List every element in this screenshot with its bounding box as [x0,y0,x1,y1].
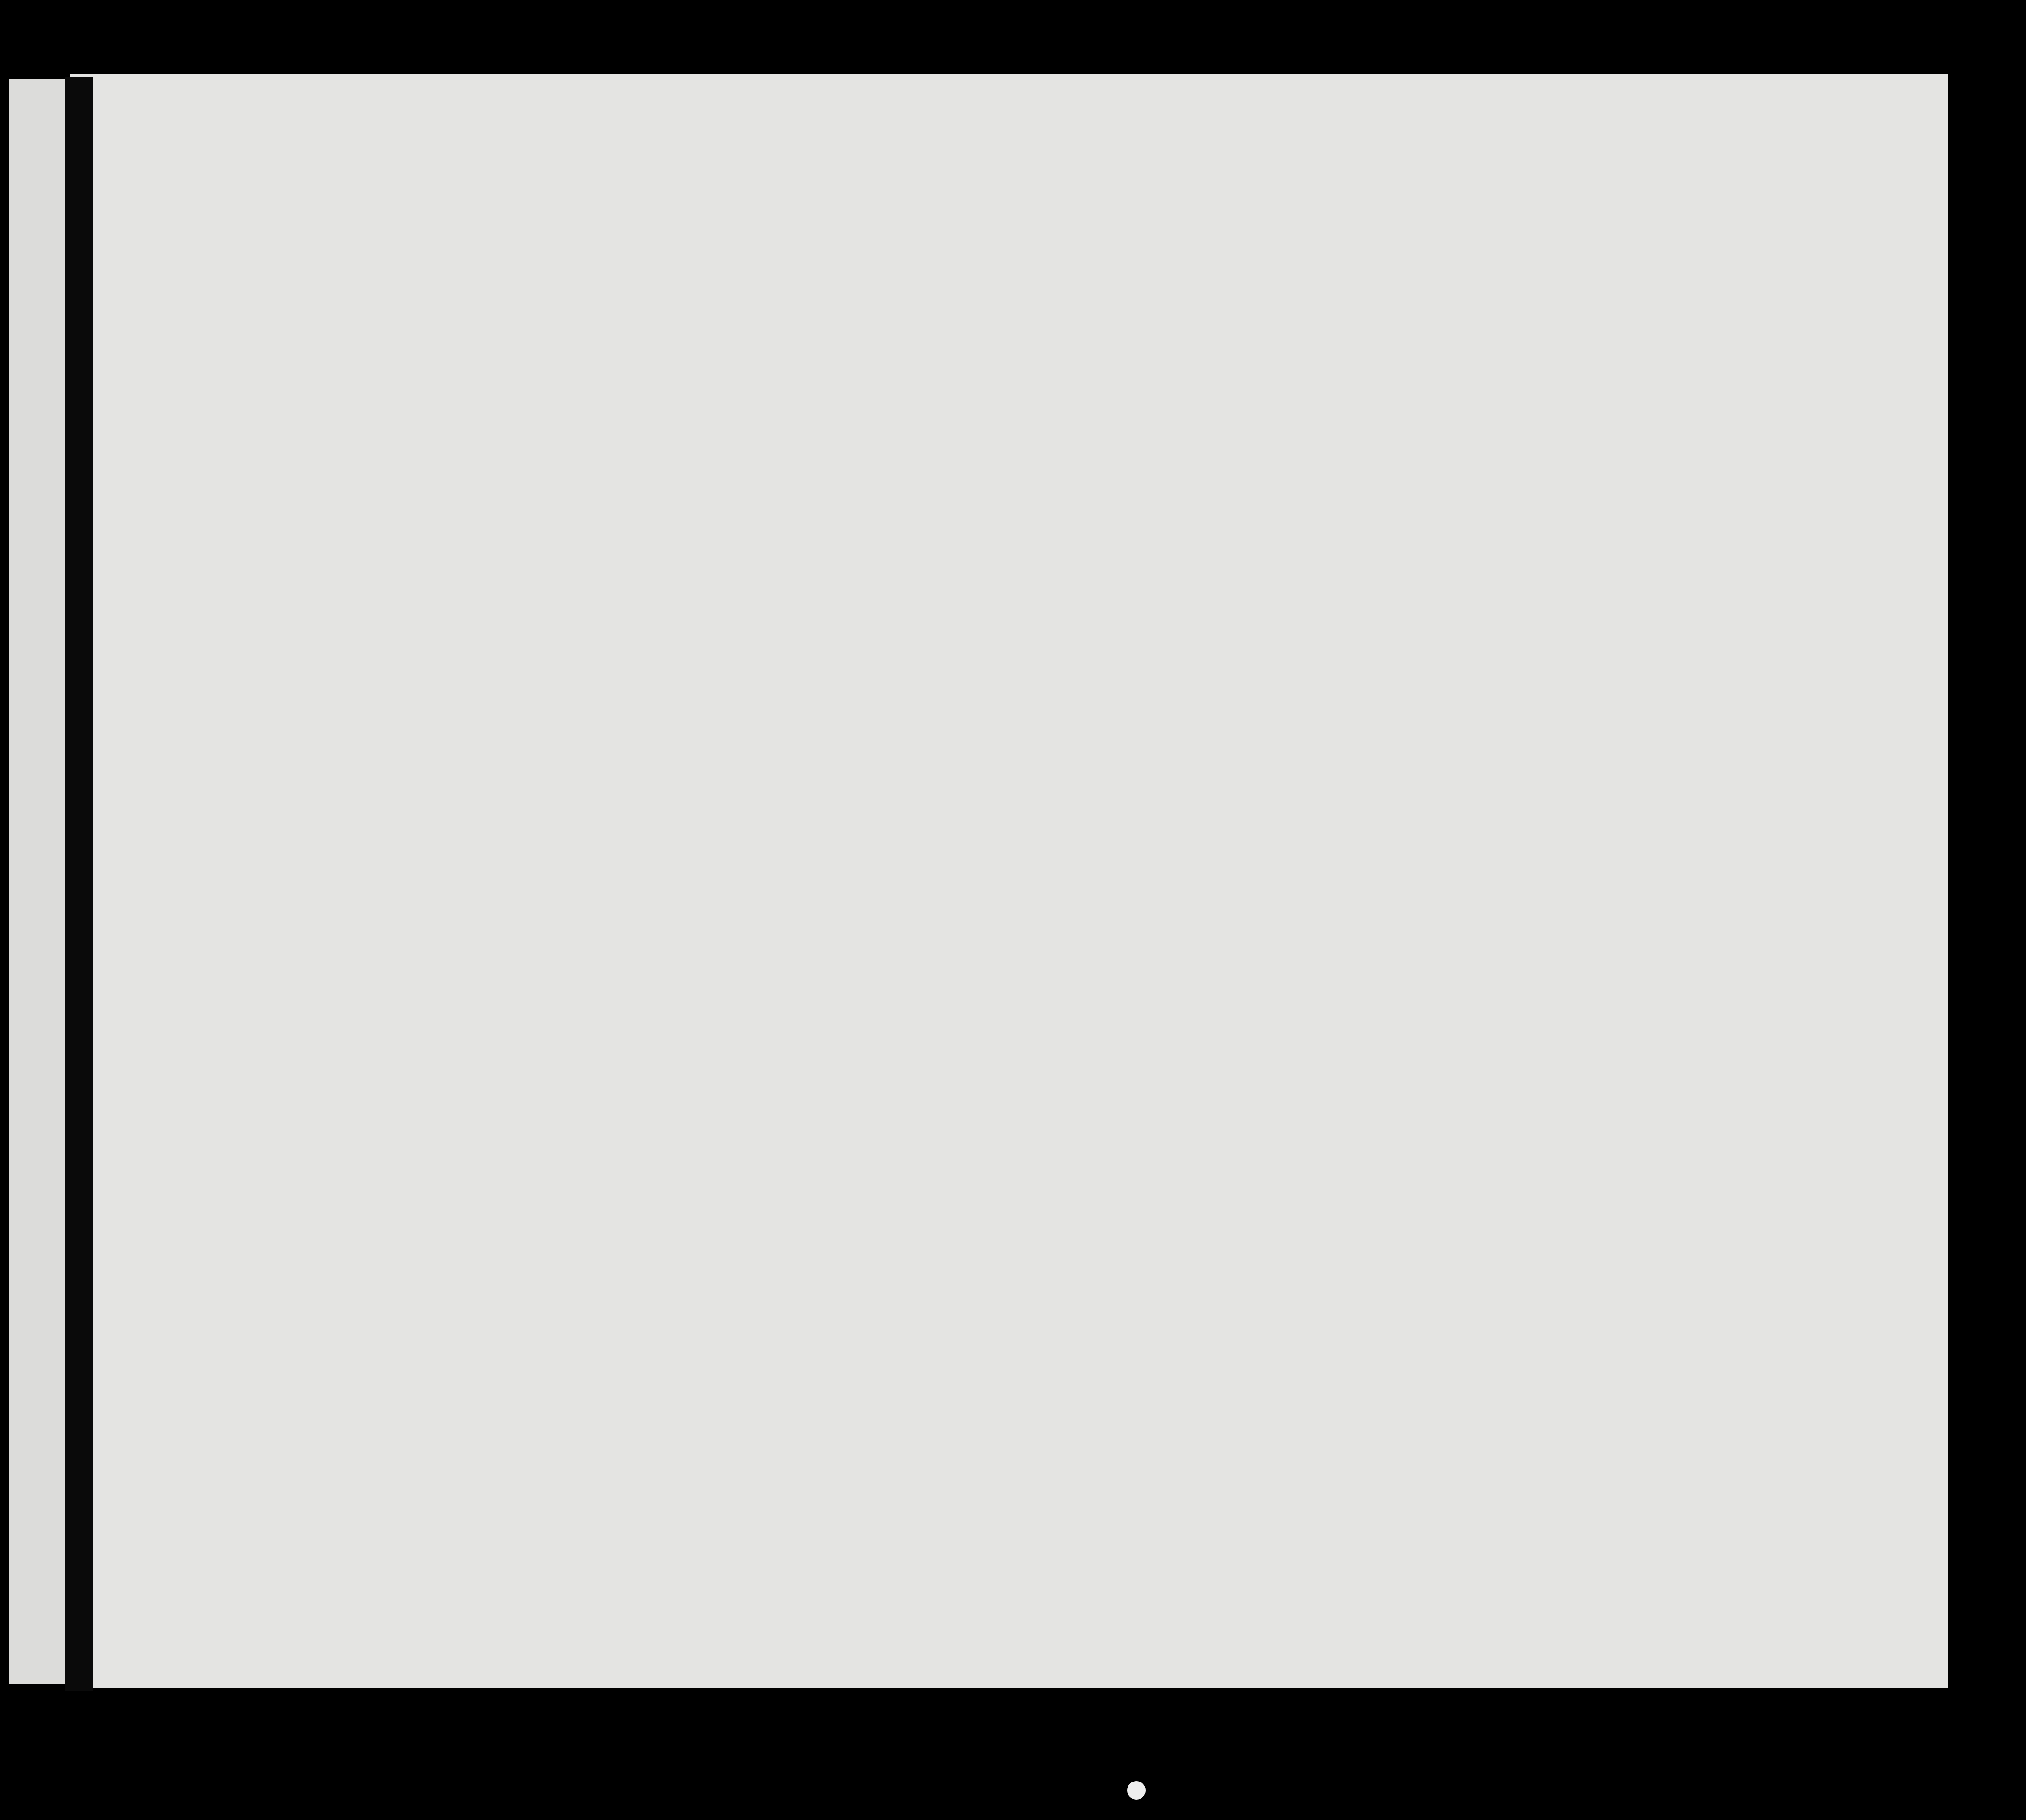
manifest-sheet [70,74,1948,1688]
scan-marker [1127,1781,1146,1800]
form-grid [70,74,1948,1688]
page-spine [65,77,93,1691]
